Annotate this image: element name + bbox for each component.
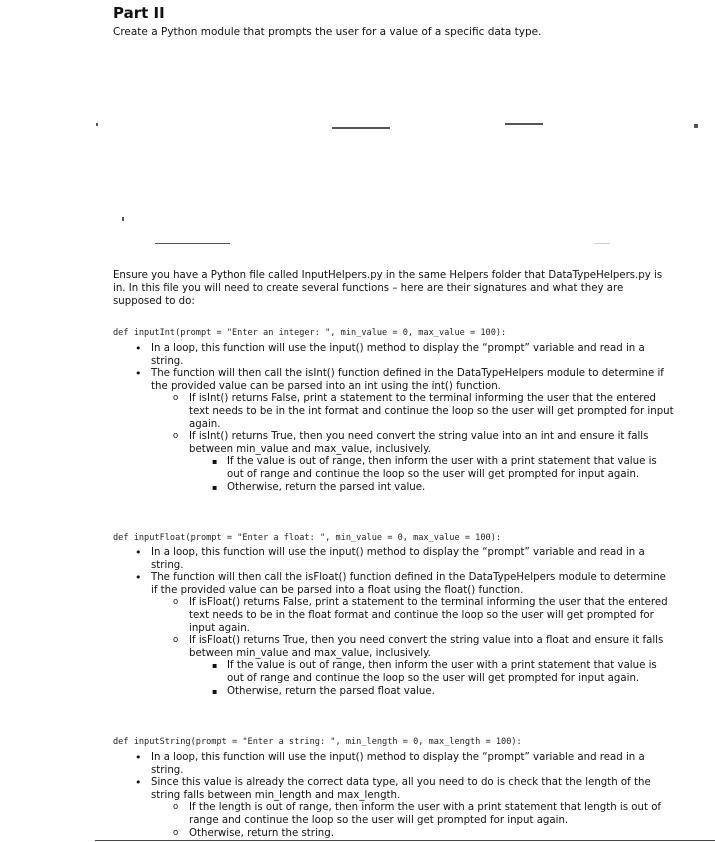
list-item-text: Since this value is already the correct data type, all you need to do is check that the length of the string falls between min_length and max_length. xyxy=(151,777,651,801)
section-intro: Create a Python module that prompts the user for a value of a specific data type. xyxy=(113,26,542,38)
list-item xyxy=(135,777,675,840)
function-requirements xyxy=(135,343,675,494)
list-item-text: If isInt() returns True, then you need convert the string value into an int and ensure it falls between min_value and max_value, inclusively. xyxy=(189,431,649,455)
function-signature: def inputInt(prompt = "Enter an integer: ", min_value = 0, max_value = 100): xyxy=(113,328,507,338)
list-item: o Otherwise, return the string. xyxy=(173,828,675,841)
function-requirements xyxy=(135,752,675,840)
page-bottom-rule xyxy=(95,840,715,841)
setup-paragraph: Ensure you have a Python file called InputHelpers.py in the same Helpers folder that DataTypeHelpers.py is in. In this file you will need to create several functions – here are their signatures and what they are supposed to do: xyxy=(113,270,663,307)
scan-artifact xyxy=(694,124,698,128)
list-item: ▪ Otherwise, return the parsed int value. xyxy=(211,482,675,495)
list-item: ▪ If the value is out of range, then inform the user with a print statement that value is out of range and continue the loop so the user will get prompted for input again. xyxy=(211,660,675,685)
function-signature: def inputString(prompt = "Enter a string: ", min_length = 0, max_length = 100): xyxy=(113,737,522,747)
function-signature: def inputFloat(prompt = "Enter a float: ", min_value = 0, max_value = 100): xyxy=(113,533,502,543)
scan-artifact xyxy=(505,123,543,125)
scan-artifact xyxy=(594,243,610,244)
list-item xyxy=(135,368,675,494)
scan-artifact xyxy=(332,127,390,129)
section-title: Part II xyxy=(113,4,165,22)
list-item: o If the length is out of range, then inform the user with a print statement that length is out of range and continue the loop so the user will get prompted for input again. xyxy=(173,802,675,827)
list-item-text: If isFloat() returns True, then you need convert the string value into a float and ensure it falls between min_value and max_value, inclusively. xyxy=(189,635,664,659)
list-item: o If isFloat() returns False, print a statement to the terminal informing the user that the entered text needs to be in the float format and continue the loop so the user will get prompted for input again. xyxy=(173,597,675,635)
list-item-text: The function will then call the isInt() function defined in the DataTypeHelpers module to determine if the provided value can be parsed into an int using the int() function. xyxy=(151,368,664,392)
list-item: ▪ Otherwise, return the parsed float value. xyxy=(211,686,675,699)
scan-artifact xyxy=(155,243,230,244)
list-item: ▪ If the value is out of range, then inform the user with a print statement that value is out of range and continue the loop so the user will get prompted for input again. xyxy=(211,456,675,481)
scan-artifact xyxy=(122,217,124,221)
list-item: o If isInt() returns False, print a statement to the terminal informing the user that the entered text needs to be in the int format and continue the loop so the user will get prompted for input again. xyxy=(173,393,675,431)
list-item xyxy=(135,572,675,698)
scan-artifact xyxy=(96,123,98,126)
list-item-text: The function will then call the isFloat() function defined in the DataTypeHelpers module to determine if the provided value can be parsed into a float using the float() function. xyxy=(151,572,666,596)
list-item: • In a loop, this function will use the input() method to display the “prompt” variable and read in a string. xyxy=(135,343,675,368)
list-item: • In a loop, this function will use the input() method to display the “prompt” variable and read in a string. xyxy=(135,547,675,572)
list-item xyxy=(173,635,675,698)
function-requirements xyxy=(135,547,675,698)
list-item: • In a loop, this function will use the input() method to display the “prompt” variable and read in a string. xyxy=(135,752,675,777)
list-item xyxy=(173,431,675,494)
